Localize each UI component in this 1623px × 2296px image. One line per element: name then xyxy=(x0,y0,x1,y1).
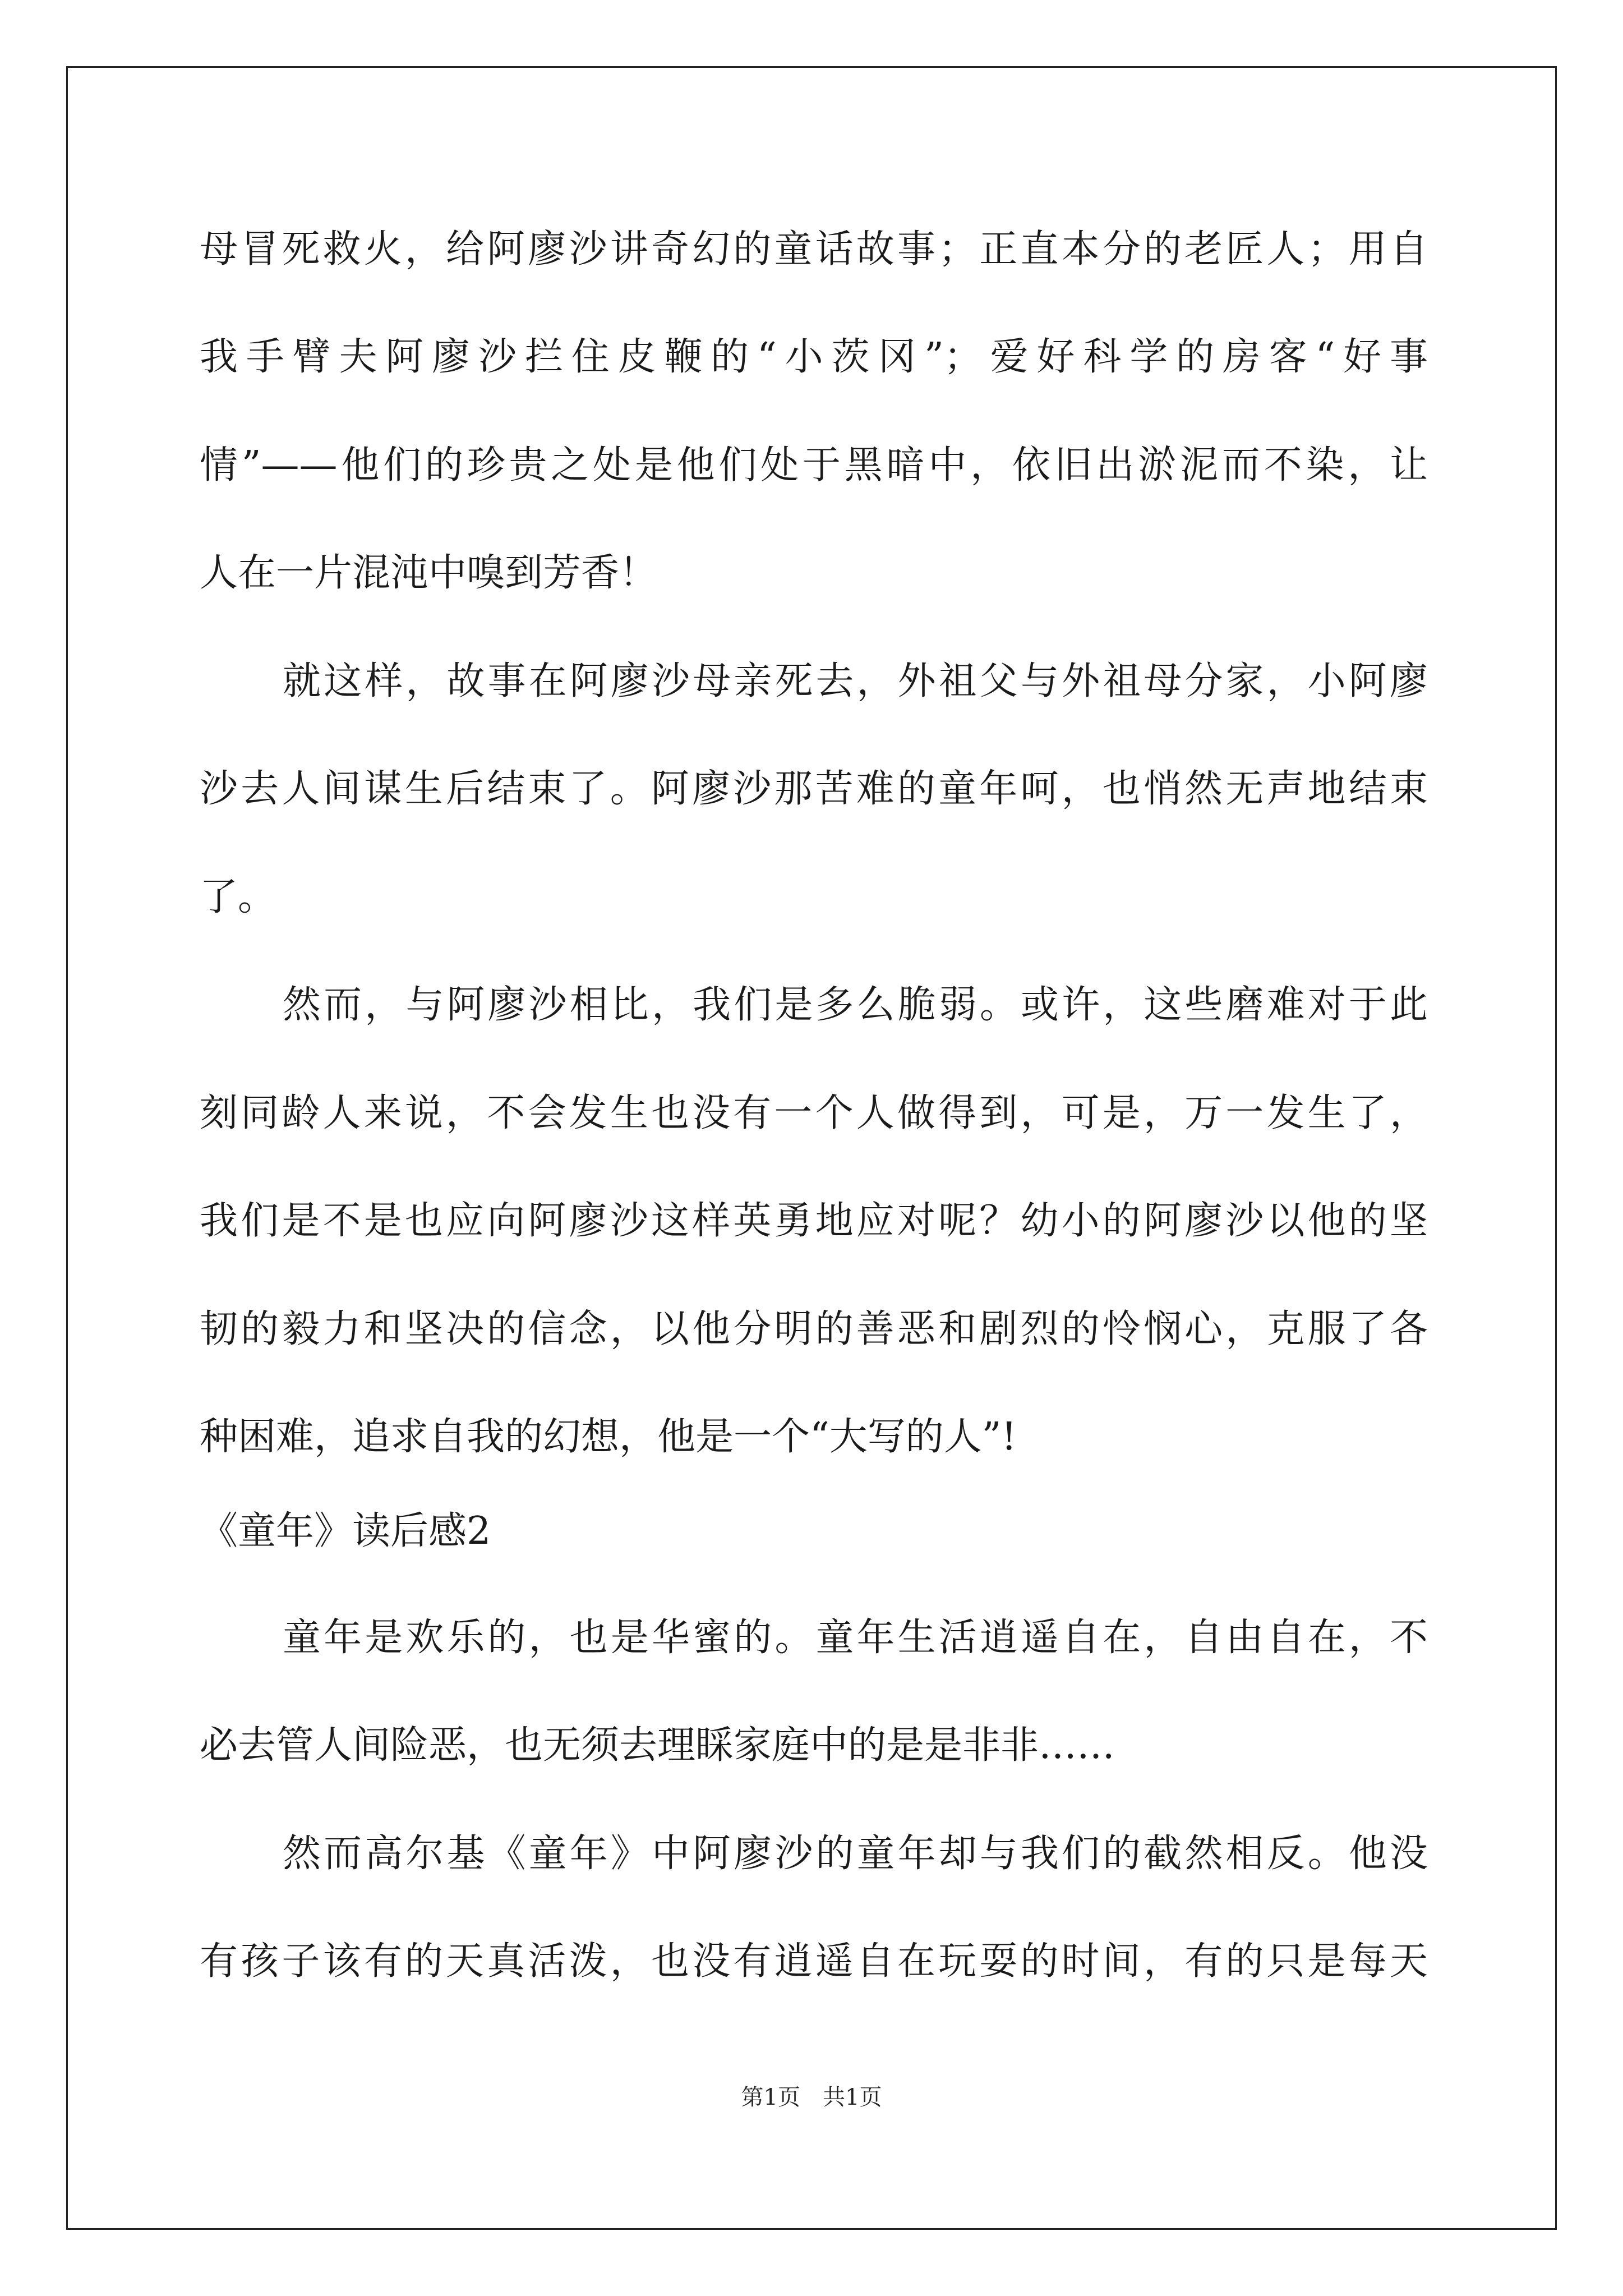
paragraph-3-line-1: 然而，与阿廖沙相比，我们是多么脆弱。或许，这些磨难对于此 xyxy=(283,983,1428,1027)
paragraph-1-line-4: 人在一片混沌中嗅到芳香！ xyxy=(200,551,658,595)
section-heading: 《童年》读后感2 xyxy=(200,1509,491,1553)
paragraph-2-line-2: 沙去人间谋生后结束了。阿廖沙那苦难的童年呵，也悄然无声地结束 xyxy=(200,767,1428,811)
paragraph-4-line-1: 童年是欢乐的，也是华蜜的。童年生活逍遥自在，自由自在，不 xyxy=(283,1616,1428,1660)
paragraph-5-line-1: 然而高尔基《童年》中阿廖沙的童年却与我们的截然相反。他没 xyxy=(283,1832,1428,1876)
paragraph-3-line-3: 我们是不是也应向阿廖沙这样英勇地应对呢？幼小的阿廖沙以他的坚 xyxy=(200,1199,1428,1243)
page-footer: 第1页 共1页 xyxy=(741,2085,882,2110)
paragraph-1-line-1: 母冒死救火，给阿廖沙讲奇幻的童话故事；正直本分的老匠人；用自 xyxy=(200,227,1428,272)
paragraph-1-line-3: 情”——他们的珍贵之处是他们处于黑暗中，依旧出淤泥而不染，让 xyxy=(200,443,1428,487)
paragraph-3-line-2: 刻同龄人来说，不会发生也没有一个人做得到，可是，万一发生了， xyxy=(200,1091,1428,1135)
page-border xyxy=(66,66,1557,2230)
paragraph-2-line-3: 了。 xyxy=(200,875,276,919)
paragraph-2-line-1: 就这样，故事在阿廖沙母亲死去，外祖父与外祖母分家，小阿廖 xyxy=(283,659,1428,703)
paragraph-1-line-2: 我手臂夫阿廖沙拦住皮鞭的“小茨冈”；爱好科学的房客“好事 xyxy=(200,335,1428,379)
paragraph-5-line-2: 有孩子该有的天真活泼，也没有逍遥自在玩耍的时间，有的只是每天 xyxy=(200,1939,1428,1984)
paragraph-3-line-4: 韧的毅力和坚决的信念，以他分明的善恶和剧烈的怜悯心，克服了各 xyxy=(200,1307,1428,1351)
paragraph-3-line-5: 种困难，追求自我的幻想，他是一个“大写的人”! xyxy=(200,1415,1017,1459)
paragraph-4-line-2: 必去管人间险恶，也无须去理睬家庭中的是是非非…… xyxy=(200,1723,1115,1768)
